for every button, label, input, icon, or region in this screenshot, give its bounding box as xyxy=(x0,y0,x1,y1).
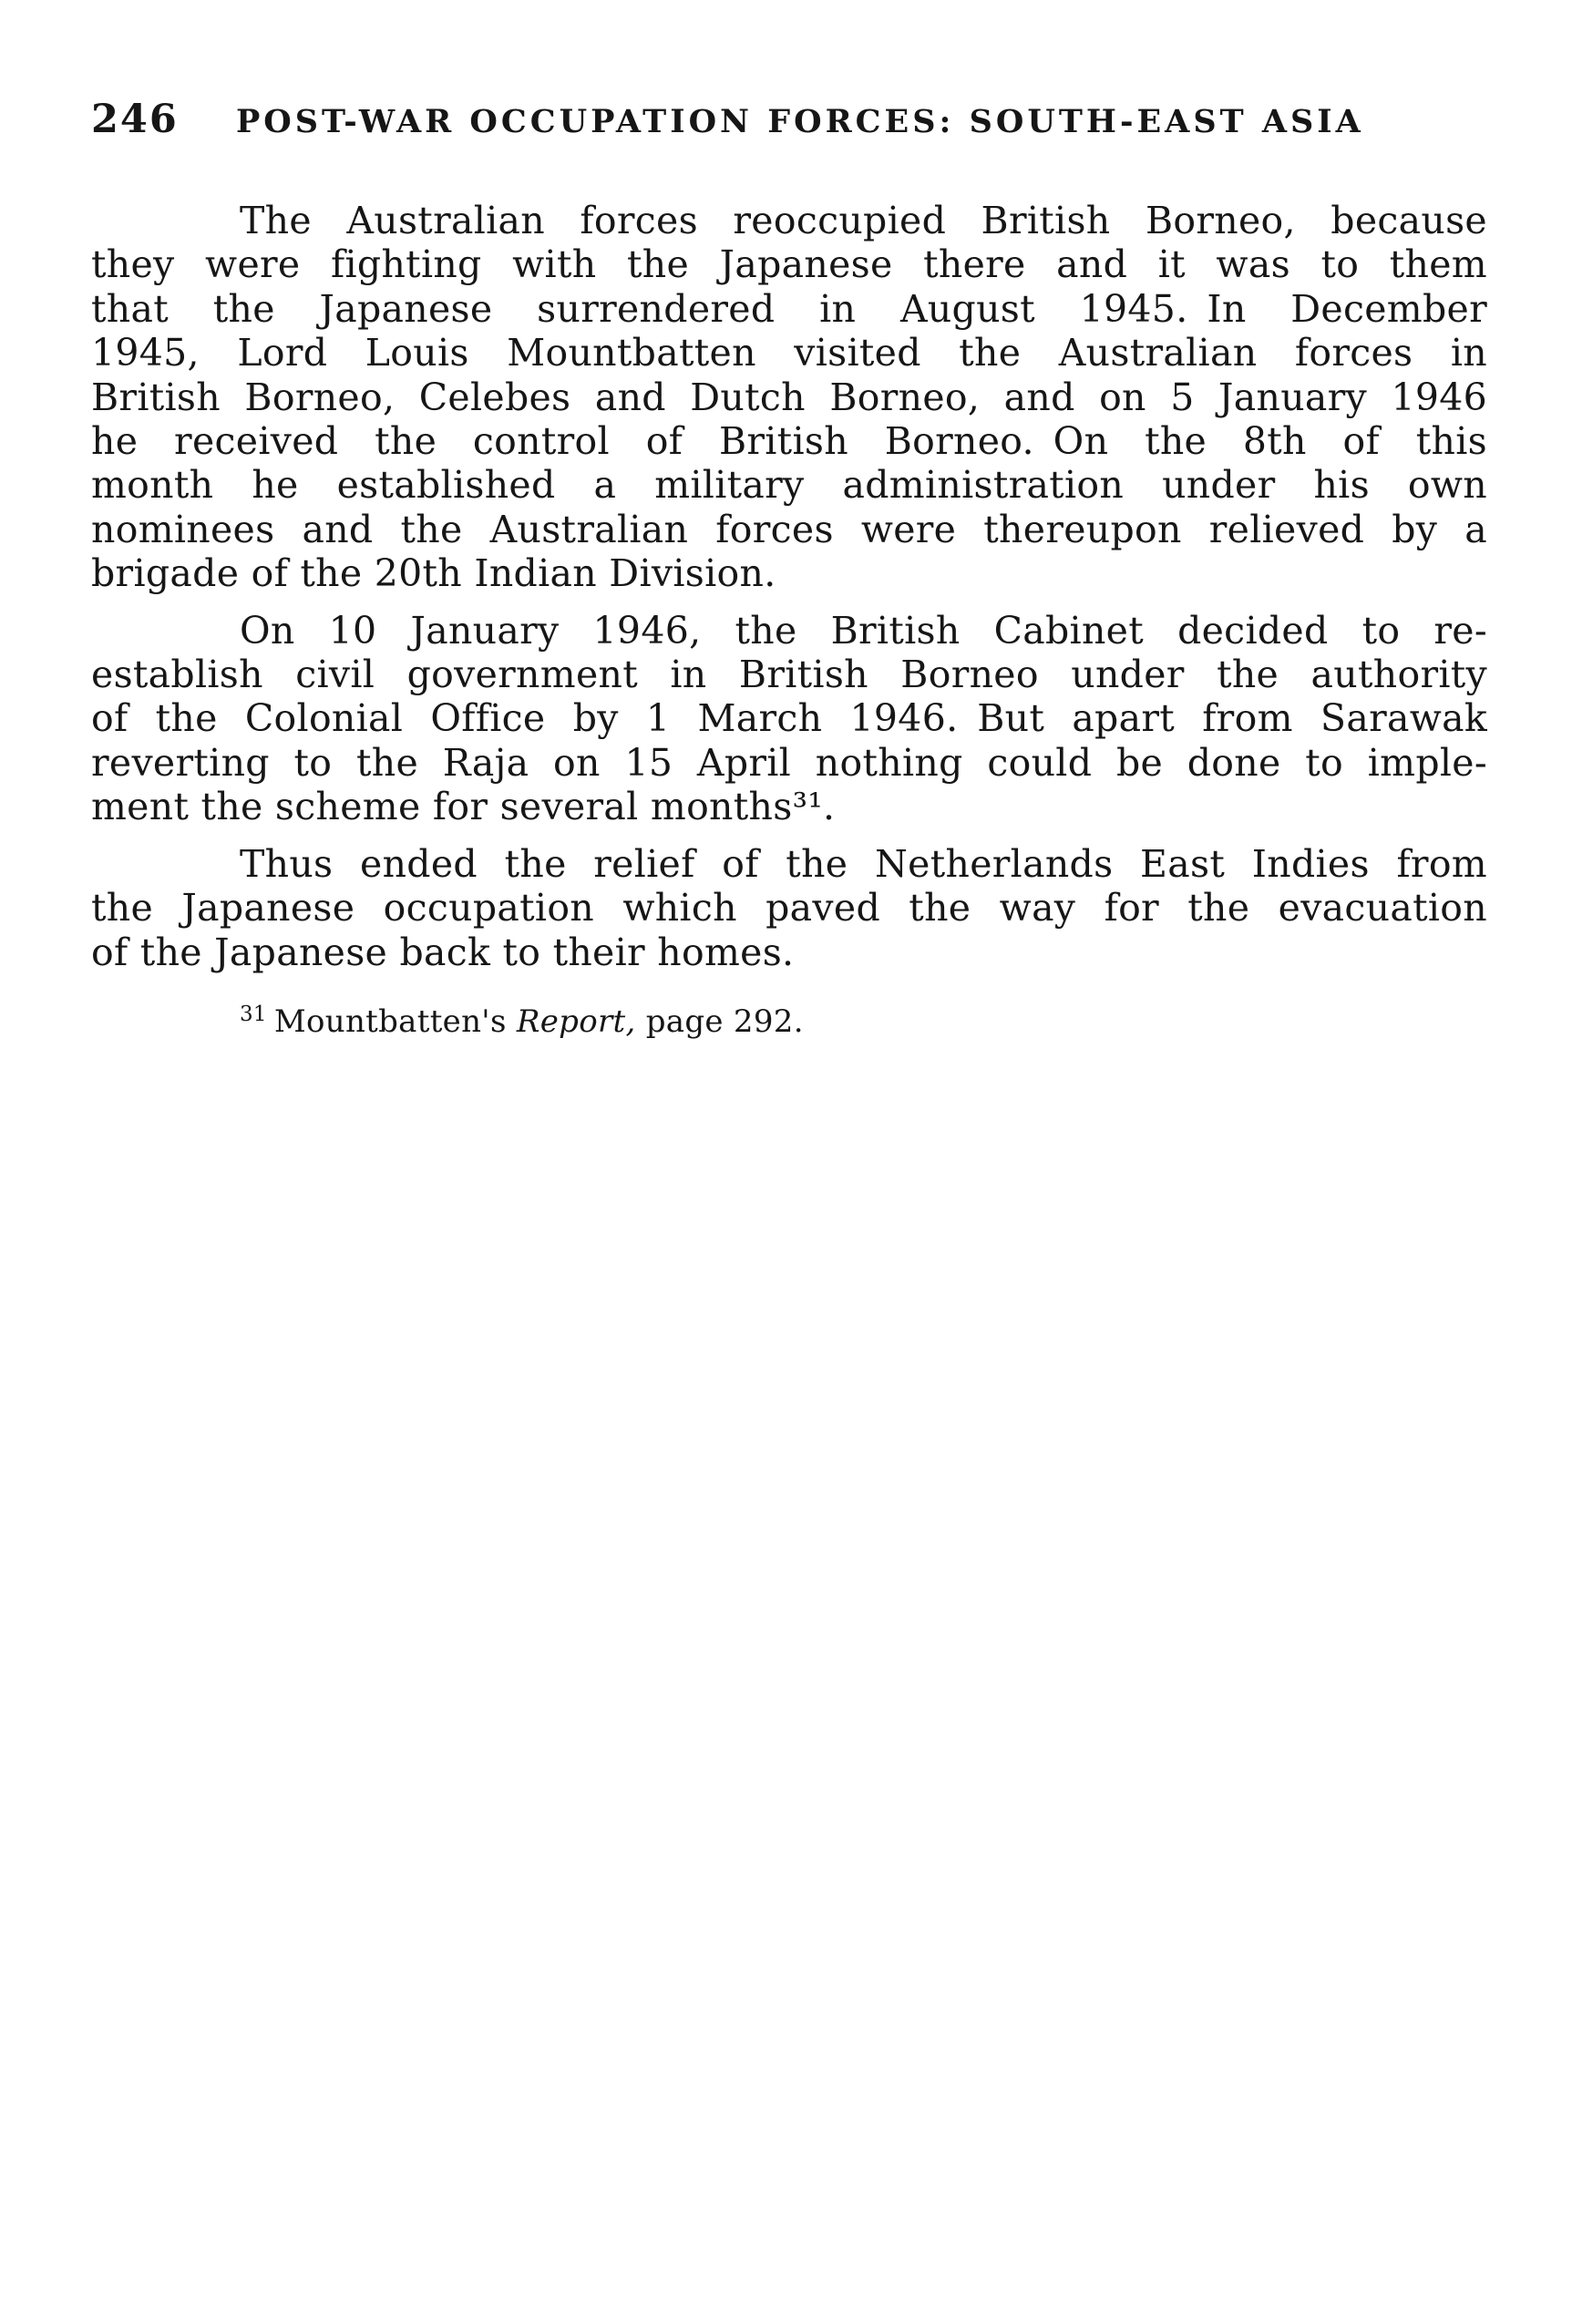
text-line: he received the control of British Borneo. On the 8th of this xyxy=(91,419,1487,464)
page-header xyxy=(91,97,1485,142)
text-line: brigade of the 20th Indian Division. xyxy=(91,551,776,596)
text-line: British Borneo, Celebes and Dutch Borneo, and on 5 January 1946 xyxy=(91,375,1487,419)
footnote-text-suffix: page 292. xyxy=(645,1003,804,1040)
body-text xyxy=(91,199,1487,974)
text-line: The Australian forces reoccupied British Borneo, because xyxy=(240,199,1487,242)
text-line: reverting to the Raja on 15 April nothing could be done to imple- xyxy=(91,740,1487,785)
text-line: the Japanese occupation which paved the way for the evacuation xyxy=(91,886,1487,931)
text-line: of the Colonial Office by 1 March 1946. But apart from Sarawak xyxy=(91,696,1487,741)
paragraph-1 xyxy=(91,199,1487,596)
text-line: of the Japanese back to their homes. xyxy=(91,930,795,974)
paragraph-2 xyxy=(91,609,1487,829)
running-header: POST-WAR OCCUPATION FORCES: SOUTH-EAST ASIA xyxy=(235,103,1364,140)
footnote-text-prefix: Mountbatten's xyxy=(273,1003,507,1040)
text-line: that the Japanese surrendered in August 1945. In December xyxy=(91,286,1487,331)
paragraph-3 xyxy=(91,842,1487,974)
text-line: On 10 January 1946, the British Cabinet decided to re- xyxy=(240,608,1487,653)
footnote-marker: 31 xyxy=(240,1002,267,1026)
footnote-title-italic: Report, xyxy=(516,1003,636,1040)
text-line: ment the scheme for several months³¹. xyxy=(91,785,836,829)
text-line: Thus ended the relief of the Netherlands East Indies from xyxy=(240,841,1487,886)
text-line: they were fighting with the Japanese there and it was to them xyxy=(91,242,1487,287)
text-line: month he established a military administration under his own xyxy=(91,463,1487,508)
text-line: nominees and the Australian forces were thereupon relieved by a xyxy=(91,507,1487,551)
footnote xyxy=(240,1003,804,1040)
page-number: 246 xyxy=(91,97,179,142)
text-line: establish civil government in British Borneo under the authority xyxy=(91,653,1487,697)
text-line: 1945, Lord Louis Mountbatten visited the Australian forces in xyxy=(91,331,1487,375)
